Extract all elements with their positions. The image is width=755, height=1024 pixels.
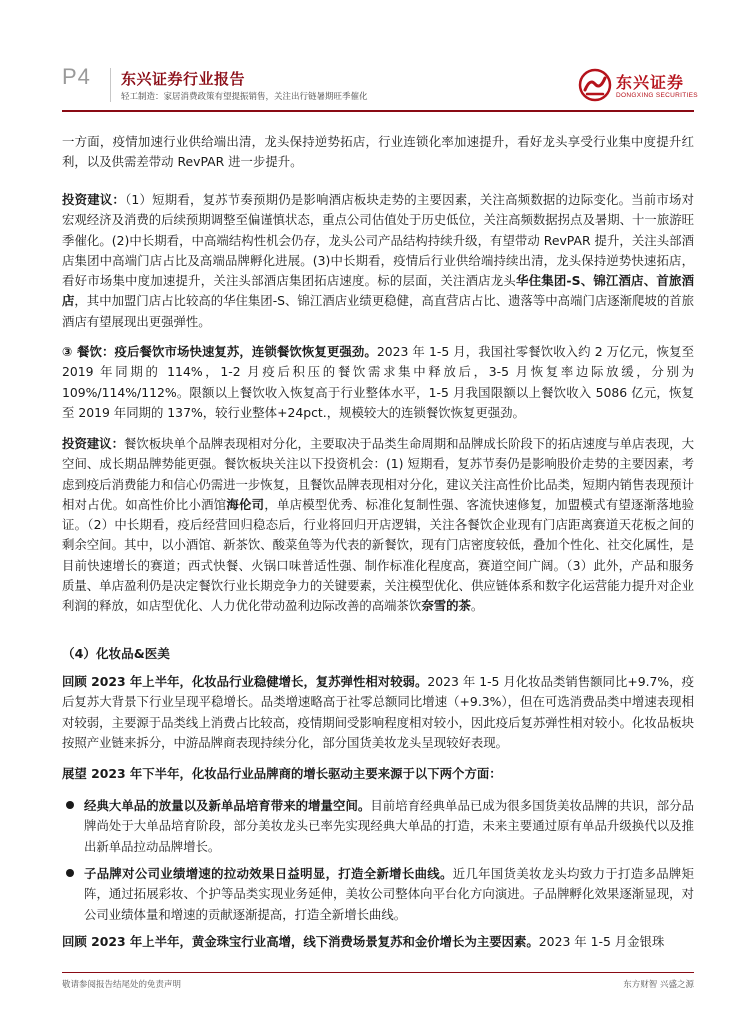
bullet-text [84, 864, 694, 925]
footer-slogan: 东方财智 兴盛之源 [623, 980, 694, 990]
bullet-text [84, 796, 694, 857]
bullet-dot-icon [66, 801, 74, 809]
advice-text-end: 。 [470, 598, 484, 614]
report-title: 东兴证券行业报告 [121, 70, 246, 88]
bullet-body: 目前培育经典单品已成为很多国货美妆品牌的共识，部分品牌尚处于大单品培育阶段，部分美妆龙头已率先实现经典大单品的打造，未来主要通过原有单品升级换代以及推出新单品拉动品牌增长。 [84, 798, 695, 854]
footer-rule [62, 972, 694, 973]
page-header [0, 0, 755, 112]
advice-text: （1）短期看，复苏节奏预期仍是影响酒店板块走势的主要因素，关注高频数据的边际变化。当前市场对宏观经济及消费的后续预期调整至偏谨慎状态，重点公司估值处于历史低位，关注高频数据拐点及暑期、十一旅游旺季催化。(2)中长期看，中高端结构性机会仍存，龙头公司产品结构持续升级，有望带动 RevPAR 提升，关注头部酒店集团中高端门店占比及高端品牌孵化进展。(3)中长期看，疫情后行业供给端持续出清，龙头保持逆势快速拓店，看好市场集中度加速提升，关注头部酒店集团拓店速度。标的层面，关注酒店龙头 [62, 192, 694, 289]
section-heading: （4）化妆品&医美 [62, 646, 170, 661]
hotel-targets: 华住集团-S、锦江酒店、首旅酒店 [62, 273, 694, 309]
paragraph-catering [62, 342, 694, 423]
company-logo [578, 68, 698, 104]
jewelry-body: 2023 年 1-5 月金银珠 [538, 934, 665, 949]
logo-name-cn: 东兴证券 [616, 73, 685, 92]
report-subtitle: 轻工制造：家居消费政策有望提振销售，关注出行链暑期旺季催化 [121, 92, 368, 102]
paragraph-text: 一方面，疫情加速行业供给端出清，龙头保持逆势拓店，行业连锁化率加速提升，看好龙头享受行业集中度提升红利，以及供需差带动 RevPAR 进一步提升。 [62, 134, 694, 170]
logo-mark-icon [578, 68, 612, 102]
advice-text-tail: ，其中加盟门店占比较高的华住集团-S、锦江酒店业绩更稳健，高直营店占比、遗落等中高端门店逐渐爬坡的首旅酒店有望展现出更强弹性。 [62, 293, 695, 329]
bullet-lead: 子品牌对公司业绩增速的拉动效果日益明显，打造全新增长曲线。 [84, 866, 453, 881]
jewelry-heading: 回顾 2023 年上半年，黄金珠宝行业高增，线下消费场景复苏和金价增长为主要因素。 [62, 934, 539, 949]
advice-label: 投资建议： [62, 192, 126, 207]
paragraph-text [62, 342, 694, 423]
paragraph-jewelry [62, 932, 694, 952]
brand-nayuki: 奈雪的茶 [421, 598, 471, 614]
logo-name-en: DONGXING SECURITIES [616, 92, 698, 99]
catering-heading: ③ 餐饮：疫后餐饮市场快速复苏，连锁餐饮恢复更强劲。 [62, 344, 377, 359]
section-heading-cosmetics [62, 644, 694, 664]
paragraph-text [62, 434, 694, 617]
footer-disclaimer: 敬请参阅报告结尾处的免责声明 [62, 980, 182, 990]
paragraph-text [62, 932, 694, 952]
bullet-body: 近几年国货美妆龙头均致力于打造多品牌矩阵，通过拓展彩妆、个护等品类实现业务延伸，美妆公司整体向平台化方向演进。子品牌孵化效果逐渐显现，对公司业绩体量和增速的贡献逐渐提高，打造全新增长曲线。 [84, 866, 695, 922]
paragraph-hotel-intro [62, 132, 694, 173]
bullet-lead: 经典大单品的放量以及新单品培育带来的增量空间。 [84, 798, 371, 813]
advice-text: 餐饮板块单个品牌表现相对分化，主要取决于品类生命周期和品牌成长阶段下的拓店速度与单店表现，大空间、成长期品牌势能更强。餐饮板块关注以下投资机会：(1) 短期看，复苏节奏仍是影响股价走势的主要因素，考虑到疫后消费能力和信心仍需进一步恢复，且餐饮品牌表现相对分化，建议关注高性价比品类，短期内销售表现预计相对占优。如高性价比小酒馆 [62, 436, 695, 512]
brand-helens: 海伦司 [226, 496, 265, 512]
outlook-heading: 展望 2023 年下半年，化妆品行业品牌商的增长驱动主要来源于以下两个方面： [62, 766, 502, 781]
header-divider [110, 68, 111, 102]
page-number: P4 [62, 64, 91, 89]
review-body: 2023 年 1-5 月化妆品类销售额同比+9.7%，疫后复苏大背景下行业呈现平稳增长。品类增速略高于社零总额同比增速（+9.3%），但在可选消费品类中增速表现相对较弱，主要源于品类线上消费占比较高，疫情期间受影响程度相对较小，因此疫后复苏弹性相对较小。化妆品板块按照产业链来拆分，中游品牌商表现持续分化，部分国货美妆龙头呈现较好表现。 [62, 674, 694, 750]
advice-text-mid: ，单店模型优秀、标准化复制性强、客流快速修复，加盟模式有望逐渐落地验证。（2）中长期看，疫后经营回归稳态后，行业将回归开店逻辑，关注各餐饮企业现有门店距离赛道天花板之间的剩余空间。其中，以小酒馆、新茶饮、酸菜鱼等为代表的新餐饮，现有门店密度较低，叠加个性化、社交化属性，是目前快速增长的赛道；西式快餐、火锅口味普适性强、制作标准化程度高，赛道空间广阔。（3）此外，产品和服务质量、单店盈利仍是决定餐饮行业长期竞争力的关键要素，关注模型优化、供应链体系和数字化运营能力提升对企业利润的释放，如店型优化、人力优化带动盈利边际改善的高端茶饮 [62, 496, 695, 614]
paragraph-text [62, 190, 694, 332]
paragraph-hotel-advice [62, 190, 694, 332]
paragraph-outlook [62, 764, 694, 784]
bullet-dot-icon [66, 869, 74, 877]
paragraph-cosmetics-review [62, 672, 694, 753]
catering-body: 2023 年 1-5 月，我国社零餐饮收入约 2 万亿元，恢复至 2019 年同期的 114%，1-2 月疫后积压的餐饮需求集中释放后，3-5 月恢复率边际放缓，分别为 109%/114%/112%。限额以上餐饮收入恢复高于行业整体水平，1-5 月我国限额以上餐饮收入 5086 亿元，恢复至 2019 年同期的 137%，较行业整体+24pct.，规模较大的连锁餐饮恢复更强劲。 [62, 344, 694, 420]
advice-label: 投资建议： [62, 436, 124, 451]
paragraph-catering-advice [62, 434, 694, 617]
paragraph-text [62, 672, 694, 753]
header-rule [62, 110, 694, 112]
review-heading: 回顾 2023 年上半年，化妆品行业稳健增长，复苏弹性相对较弱。 [62, 674, 428, 689]
